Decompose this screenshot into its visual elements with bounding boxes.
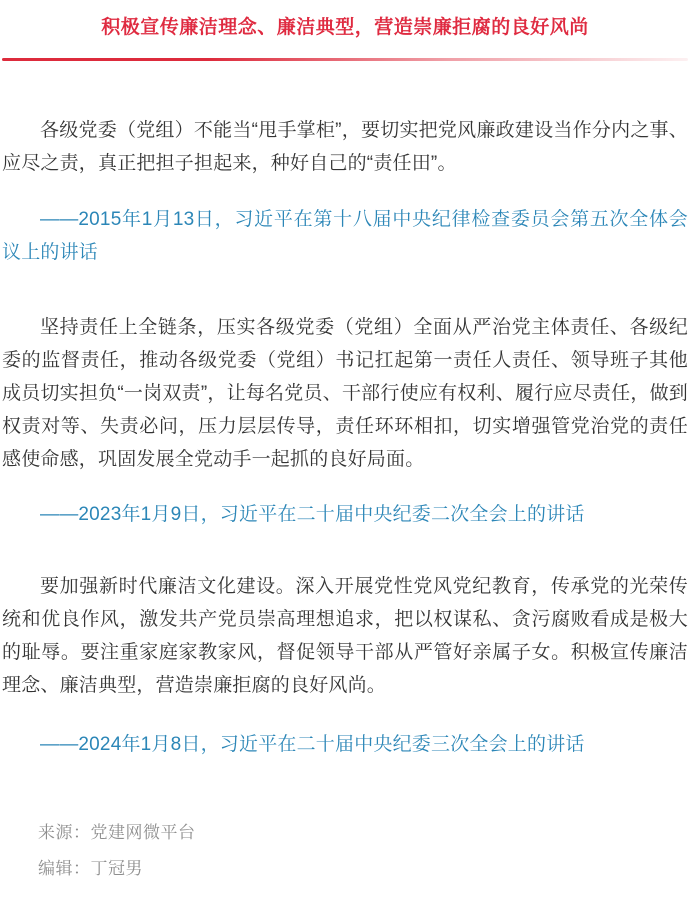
article-footer: [2, 820, 688, 882]
attribution-line-1: ——2015年1月13日，习近平在第十八届中央纪律检查委员会第五次全体会议上的讲话: [2, 209, 688, 263]
article-title: 积极宣传廉洁理念、廉洁典型，营造崇廉拒腐的良好风尚: [101, 17, 589, 38]
editor-line: 编辑：丁冠男: [38, 859, 143, 878]
attribution-line-2: ——2023年1月9日，习近平在二十届中央纪委二次全会上的讲话: [40, 504, 585, 525]
attribution-line-3: ——2024年1月8日，习近平在二十届中央纪委三次全会上的讲话: [40, 734, 585, 755]
quote-paragraph-3: 要加强新时代廉洁文化建设。深入开展党性党风党纪教育，传承党的光荣传统和优良作风，激发共产党员崇高理想追求，把以权谋私、贪污腐败看成是极大的耻辱。要注重家庭家教家风，督促领导干部从严管好亲属子女。积极宣传廉洁理念、廉洁典型，营造崇廉拒腐的良好风尚。: [2, 576, 688, 696]
quote-paragraph-1: 各级党委（党组）不能当“甩手掌柜”，要切实把党风廉政建设当作分内之事、应尽之责，真正把担子担起来，种好自己的“责任田”。: [2, 120, 688, 174]
title-divider: [2, 58, 688, 61]
quote-paragraph-2: 坚持责任上全链条，压实各级党委（党组）全面从严治党主体责任、各级纪委的监督责任，推动各级党委（党组）书记扛起第一责任人责任、领导班子其他成员切实担负“一岗双责”，让每名党员、干部行使应有权利、履行应尽责任，做到权责对等、失责必问，压力层层传导，责任环环相扣，切实增强管党治党的责任感使命感，巩固发展全党动手一起抓的良好局面。: [2, 317, 688, 470]
source-line: 来源：党建网微平台: [38, 823, 196, 842]
